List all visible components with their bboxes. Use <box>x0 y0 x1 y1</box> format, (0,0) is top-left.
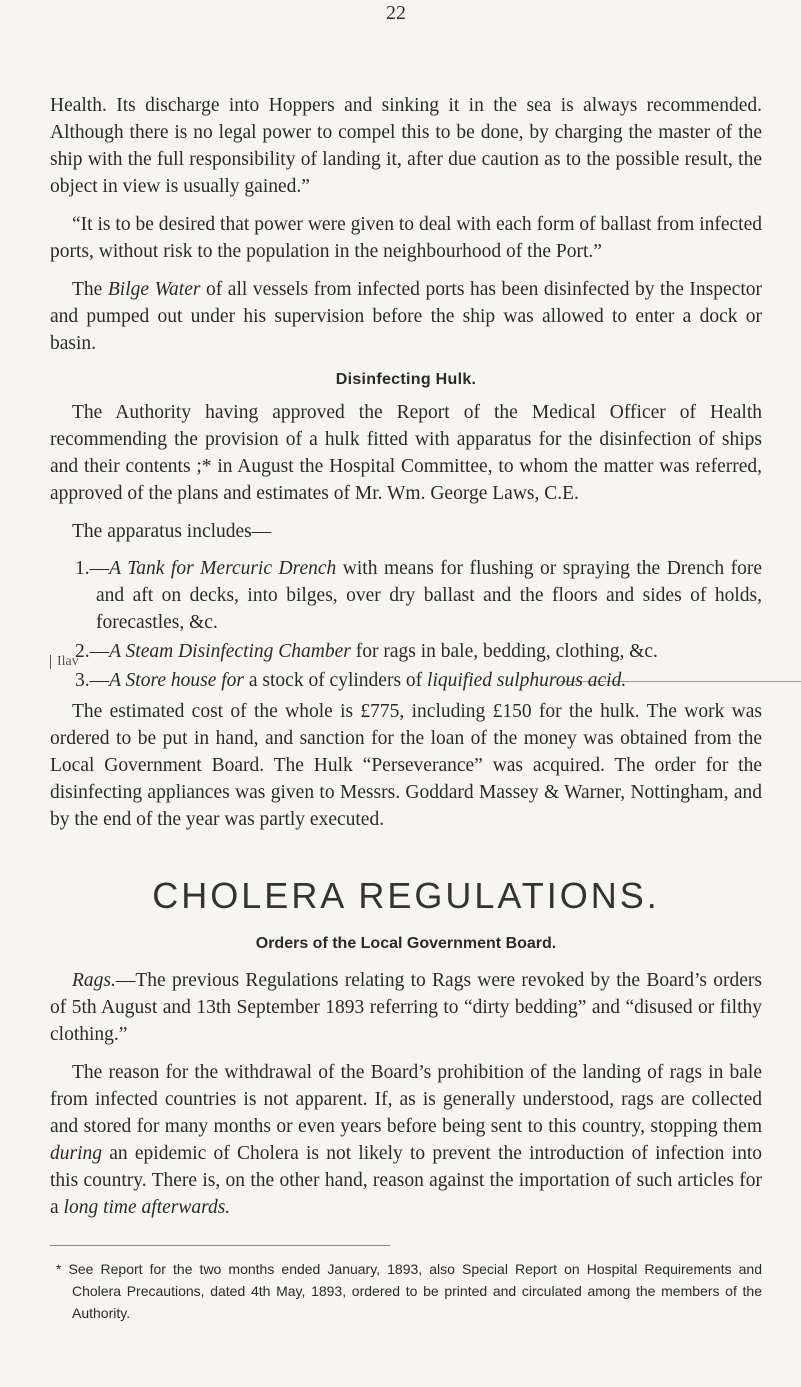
list-item: 1.—A Tank for Mercuric Drench with means for flushing or spraying the Drench fore and aft on decks, into bilges, over dry ballast and the floors and sides of holds, forecastles, &c. <box>75 558 762 633</box>
margin-annotation: Ilav <box>50 654 79 670</box>
main-heading: CHOLERA REGULATIONS. <box>152 875 660 916</box>
section-heading-orders: Orders of the Local Government Board. <box>255 935 557 952</box>
reason-paragraph: The reason for the withdrawal of the Board’s prohibition of the landing of rags in bale from infected countries is not apparent. If, as is generally understood, rags are collected and stored for many months or even years before being sent to this country, stopping them during an epidemic of Cholera is not likely to prevent the introduction of infection into this country. There is, on the other hand, reason against the importation of such articles for a long time afterwards. <box>50 1062 762 1218</box>
paragraph: Health. Its discharge into Hoppers and sinking it in the sea is always recommended. Although there is no legal power to compel this to be done, by charging the master of the ship with the full responsibility of landing it, after due caution as to the possible result, the object in view is usually gained.” <box>50 95 762 197</box>
document-body <box>50 92 762 1324</box>
paragraph: “It is to be desired that power were given to deal with each form of ballast from infected ports, without risk to the population in the neighbourhood of the Port.” <box>50 214 762 262</box>
paragraph: The estimated cost of the whole is £775, including £150 for the hulk. The work was ordered to be put in hand, and sanction for the loan of the money was obtained from the Local Government Board. The Hulk “Perseverance” was acquired. The order for the disinfecting appliances was given to Messrs. Goddard Massey & Warner, Nottingham, and by the end of the year was partly executed. <box>50 701 762 830</box>
list-item: 3.—A Store house for a stock of cylinders of liquified sulphurous acid. <box>75 670 627 691</box>
page-number: 22 <box>386 2 406 24</box>
rags-paragraph: Rags.—The previous Regulations relating to Rags were revoked by the Board’s orders of 5th August and 13th September 1893 referring to “dirty bedding” and “disused or filthy clothing.” <box>50 970 762 1045</box>
list-item: 2.—A Steam Disinfecting Chamber for rags in bale, bedding, clothing, &c. <box>75 641 658 662</box>
bilge-paragraph: The Bilge Water of all vessels from infected ports has been disinfected by the Inspector and pumped out under his supervision before the ship was allowed to enter a dock or basin. <box>50 279 762 354</box>
section-heading-disinfecting-hulk: Disinfecting Hulk. <box>335 371 477 388</box>
paragraph: The apparatus includes— <box>72 521 272 542</box>
footnote-divider <box>50 1245 390 1246</box>
paragraph: The Authority having approved the Report of the Medical Officer of Health recommending the provision of a hulk fitted with apparatus for the disinfection of ships and their contents ;* in August the Hospital Committee, to whom the matter was referred, approved of the plans and estimates of Mr. Wm. George Laws, C.E. <box>50 402 762 504</box>
apparatus-list <box>50 555 762 694</box>
footnote: * See Report for the two months ended January, 1893, also Special Report on Hospital Requirements and Cholera Precautions, dated 4th May, 1893, ordered to be printed and circulated among the members of the Authority. <box>56 1261 762 1321</box>
